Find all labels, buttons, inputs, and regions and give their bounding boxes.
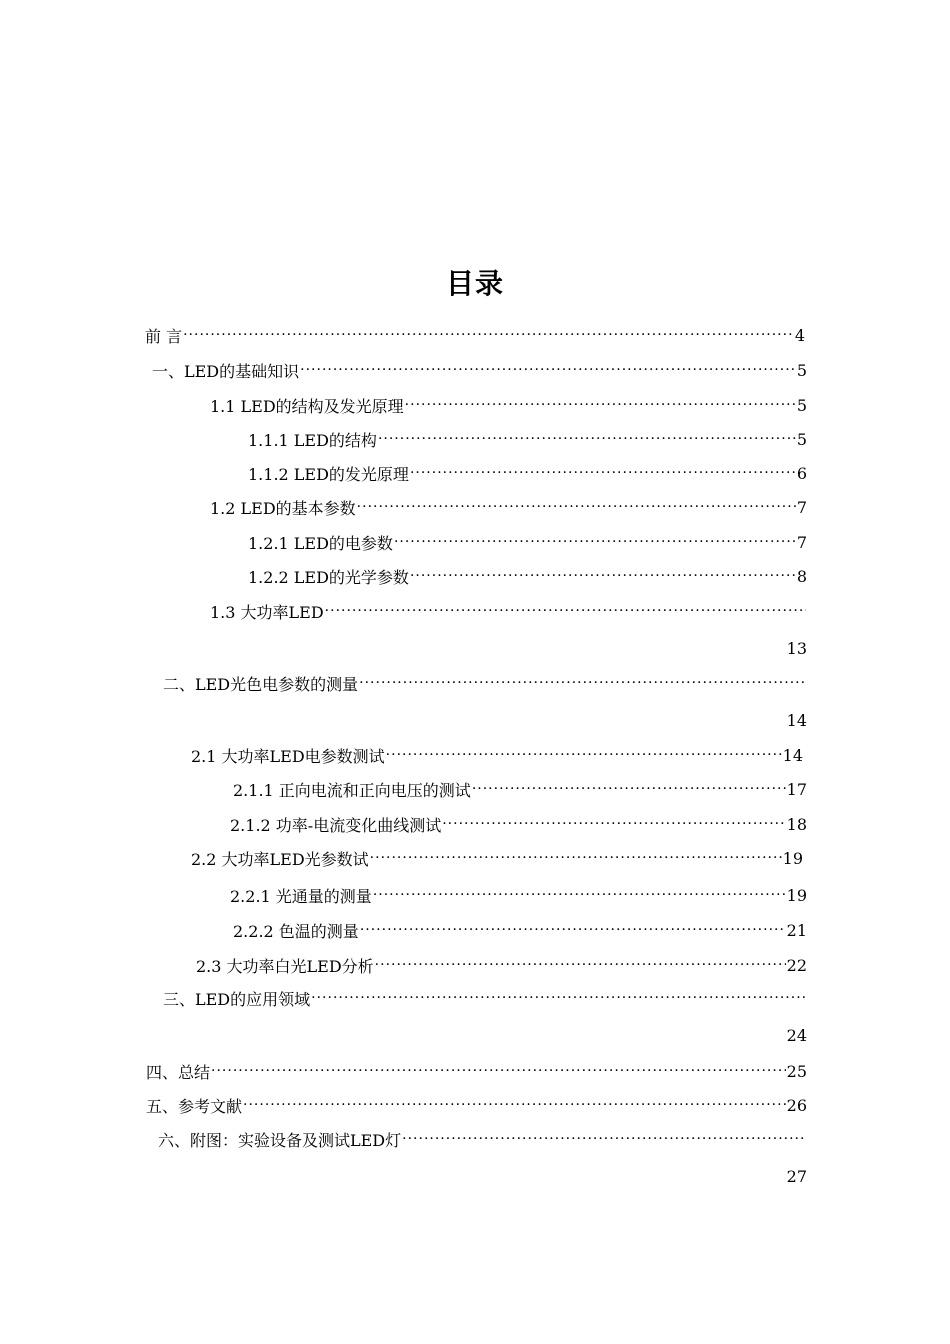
- toc-entry-label: 1.1.2 LED的发光原理: [248, 464, 409, 484]
- toc-entry-label: 六、附图：实验设备及测试LED灯: [158, 1130, 402, 1150]
- toc-entry-page: 17: [786, 779, 807, 799]
- toc-entry-preface[interactable]: [145, 322, 805, 348]
- dot-leader: [378, 426, 796, 452]
- toc-entry-page: 19: [786, 885, 807, 905]
- toc-entry-label: 四、总结: [146, 1062, 211, 1082]
- toc-entry-2-2-2[interactable]: [233, 917, 807, 943]
- dot-leader: [300, 357, 796, 383]
- toc-entry-page: 25: [786, 1061, 807, 1081]
- toc-entry-label: 2.1 大功率LED电参数测试: [191, 746, 385, 766]
- toc-entry-label: 前 言: [145, 326, 183, 346]
- dot-leader: [410, 563, 796, 589]
- dot-leader: [243, 1092, 786, 1118]
- toc-entry-page: 7: [796, 532, 807, 552]
- dot-leader: [359, 670, 806, 696]
- dot-leader: [405, 392, 796, 418]
- toc-entry-2-2-1[interactable]: [230, 882, 807, 908]
- dot-leader: [472, 776, 786, 802]
- toc-entry-2-1[interactable]: [191, 742, 803, 768]
- toc-entry-page: 8: [796, 566, 807, 586]
- dot-leader: [211, 1058, 786, 1084]
- toc-entry-label: 一、LED的基础知识: [152, 361, 300, 381]
- toc-entry-label: 2.1.1 正向电流和正向电压的测试: [233, 780, 471, 800]
- toc-entry-page: 4: [794, 325, 805, 345]
- dot-leader: [442, 811, 785, 837]
- dot-leader: [311, 985, 806, 1011]
- toc-entry-label: 2.2.2 色温的测量: [233, 921, 359, 941]
- toc-entry-label: 2.2.1 光通量的测量: [230, 886, 372, 906]
- toc-entry-1-1-1[interactable]: [248, 426, 807, 452]
- toc-entry-chapter-4[interactable]: [146, 1058, 807, 1084]
- toc-entry-chapter-5[interactable]: [146, 1092, 807, 1118]
- dot-leader: [325, 598, 806, 624]
- toc-entry-page: 18: [786, 814, 807, 834]
- toc-entry-page: 5: [796, 360, 807, 380]
- toc-entry-label: 2.3 大功率白光LED分析: [196, 956, 374, 976]
- toc-entry-label: 1.1.1 LED的结构: [248, 430, 377, 450]
- dot-leader: [357, 494, 796, 520]
- toc-entry-label: 1.3 大功率LED: [210, 602, 324, 622]
- toc-entry-chapter-3[interactable]: [163, 985, 807, 1011]
- toc-entry-1-1-2[interactable]: [248, 460, 807, 486]
- toc-entry-2-3[interactable]: [196, 952, 807, 978]
- toc-entry-page-wrapped: 27: [786, 1167, 807, 1186]
- toc-entry-label: 1.2.2 LED的光学参数: [248, 567, 409, 587]
- dot-leader: [373, 882, 786, 908]
- toc-entry-label: 1.2 LED的基本参数: [210, 498, 356, 518]
- toc-entry-1-2-2[interactable]: [248, 563, 807, 589]
- toc-entry-page: 7: [796, 497, 807, 517]
- toc-entry-page: 19: [782, 848, 803, 868]
- toc-entry-page-wrapped: 13: [786, 639, 807, 658]
- dot-leader: [370, 845, 782, 871]
- toc-entry-chapter-6[interactable]: [158, 1126, 807, 1152]
- toc-entry-page-wrapped: 14: [786, 711, 807, 730]
- dot-leader: [410, 460, 796, 486]
- dot-leader: [394, 529, 796, 555]
- toc-entry-label: 二、LED光色电参数的测量: [163, 674, 359, 694]
- toc-entry-page: 6: [796, 463, 807, 483]
- toc-entry-1-2[interactable]: [210, 494, 807, 520]
- toc-entry-page: 22: [786, 955, 807, 975]
- toc-entry-page: 21: [786, 920, 807, 940]
- toc-entry-label: 1.1 LED的结构及发光原理: [210, 396, 404, 416]
- dot-leader: [375, 952, 786, 978]
- toc-entry-label: 2.1.2 功率-电流变化曲线测试: [230, 815, 442, 835]
- dot-leader: [386, 742, 782, 768]
- toc-entry-page: 5: [796, 395, 807, 415]
- dot-leader: [402, 1126, 806, 1152]
- dot-leader: [183, 322, 794, 348]
- toc-entry-page: 26: [786, 1095, 807, 1115]
- toc-entry-label: 三、LED的应用领域: [163, 989, 311, 1009]
- toc-entry-2-1-2[interactable]: [230, 811, 807, 837]
- toc-entry-1-2-1[interactable]: [248, 529, 807, 555]
- toc-entry-2-2[interactable]: [191, 845, 803, 871]
- toc-entry-2-1-1[interactable]: [233, 776, 807, 802]
- toc-entry-1-3[interactable]: [210, 598, 807, 624]
- toc-entry-label: 2.2 大功率LED光参数试: [191, 849, 369, 869]
- toc-title: 目录: [445, 267, 504, 300]
- toc-entry-label: 五、参考文献: [146, 1096, 243, 1116]
- toc-entry-label: 1.2.1 LED的电参数: [248, 533, 393, 553]
- toc-entry-1-1[interactable]: [210, 392, 807, 418]
- toc-entry-chapter-2[interactable]: [163, 670, 807, 696]
- dot-leader: [360, 917, 786, 943]
- toc-entry-page: 14: [782, 745, 803, 765]
- toc-entry-page-wrapped: 24: [786, 1026, 807, 1045]
- toc-entry-chapter-1[interactable]: [152, 357, 807, 383]
- toc-entry-page: 5: [796, 429, 807, 449]
